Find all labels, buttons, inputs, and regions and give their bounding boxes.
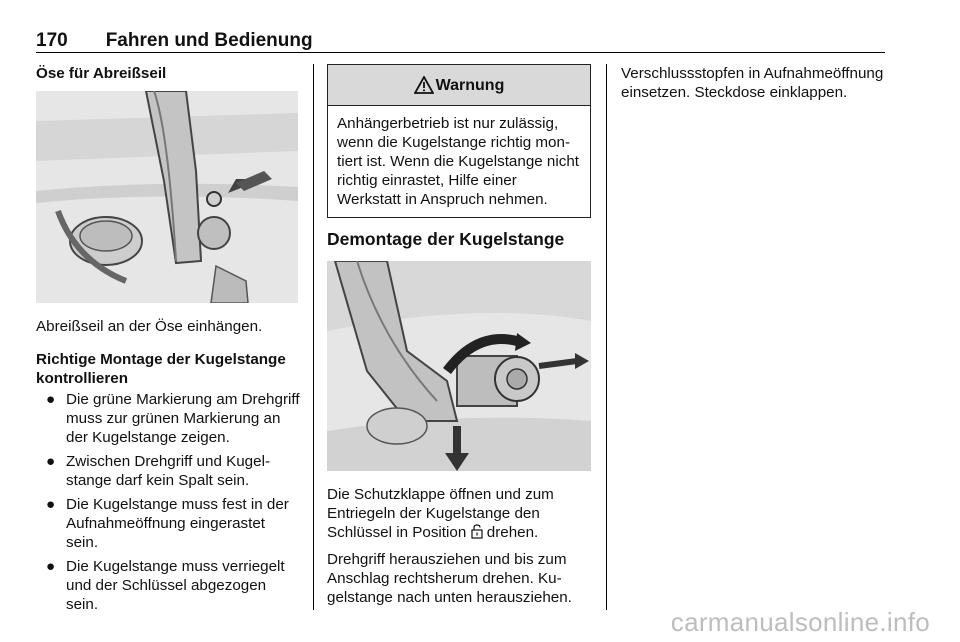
column-3 bbox=[621, 64, 885, 102]
towbar-removal-illustration bbox=[327, 261, 591, 471]
watermark: carmanualsonline.info bbox=[670, 607, 930, 637]
warning-title: Warnung bbox=[435, 76, 505, 94]
section-heading-eye: Öse für Abreißseil bbox=[36, 65, 167, 82]
chapter-title: Fahren und Bedienung bbox=[105, 30, 313, 51]
list-item: ● Die Kugelstange muss fest in der Aufnahmeöffnung eingerastet sein. bbox=[46, 496, 289, 551]
warning-triangle-icon bbox=[414, 76, 434, 94]
page-header bbox=[36, 26, 885, 53]
figure-removal bbox=[327, 261, 591, 471]
figure-caption: Abreißseil an der Öse einhängen. bbox=[36, 318, 263, 335]
instruction-unlock: Die Schutzklappe öffnen und zum Entriegeln der Kugelstange den Schlüssel in Position drehen. bbox=[327, 486, 554, 541]
page-number: 170 bbox=[36, 30, 68, 51]
column-divider bbox=[313, 64, 314, 610]
instruction-plug: Verschlussstopfen in Aufnahmeöffnung einsetzen. Steckdose einklappen. bbox=[621, 65, 884, 101]
check-list bbox=[36, 390, 300, 614]
warning-box bbox=[327, 64, 591, 218]
instruction-pull: Drehgriff herausziehen und bis zum Anschlag rechtsherum drehen. Kugelstange nach unten herausziehen. bbox=[327, 551, 572, 606]
subheading-check: Richtige Montage der Kugelstange kontrollieren bbox=[36, 351, 286, 387]
column-divider bbox=[606, 64, 607, 610]
column-1 bbox=[36, 64, 300, 614]
warning-header bbox=[328, 65, 590, 106]
list-item: ● Die grüne Markierung am Drehgriff muss zur grünen Markierung an der Kugelstange zeigen. bbox=[46, 391, 300, 446]
column-2 bbox=[327, 64, 593, 607]
towbar-eye-illustration bbox=[36, 91, 298, 303]
section-title-removal: Demontage der Kugelstange bbox=[327, 229, 565, 249]
warning-text: Anhängerbetrieb ist nur zulässig, wenn die Kugelstange richtig montiert ist. Wenn die Kugelstange nicht richtig einrastet, Hilfe einer Werkstatt in Anspruch nehmen. bbox=[337, 115, 580, 208]
figure-towbar-eye bbox=[36, 91, 298, 303]
list-item: ● Zwischen Drehgriff und Kugelstange darf kein Spalt sein. bbox=[46, 453, 271, 489]
list-item: ● Die Kugelstange muss verriegelt und der Schlüssel abgezogen sein. bbox=[46, 558, 285, 613]
lock-open-icon bbox=[471, 524, 483, 539]
